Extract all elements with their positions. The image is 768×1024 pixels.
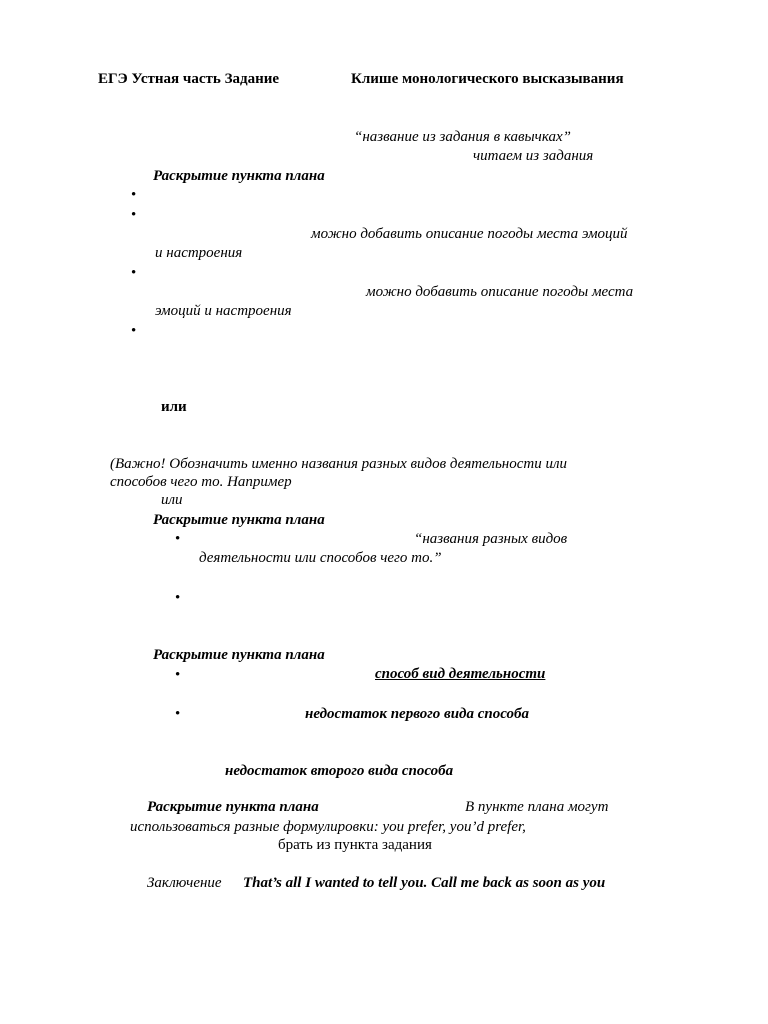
bullet-dot: •: [175, 531, 181, 547]
important-line-1: (Важно! Обозначить именно названия разных видов деятельности или: [110, 456, 567, 472]
activity-names-b: деятельности или способов чего то.”: [199, 550, 442, 566]
or-label-bold: или: [161, 399, 187, 415]
important-line-2: способов чего то. Например: [110, 474, 292, 490]
drawback-second: недостаток второго вида способа: [225, 763, 454, 779]
weather-note-a: можно добавить описание погоды места эмоций: [311, 226, 628, 242]
bullet-dot: •: [175, 706, 181, 722]
intro-read-note: читаем из задания: [473, 148, 594, 164]
conclusion-label: Заключение: [147, 875, 222, 891]
header-title-right: Клише монологического высказывания: [351, 71, 624, 87]
plan-note-c: брать из пункта задания: [278, 837, 432, 853]
or-label-italic: или: [161, 492, 183, 508]
plan-note-b: использоваться разные формулировки: you prefer, you’d prefer,: [130, 819, 526, 835]
drawback-first: недостаток первого вида способа: [305, 706, 529, 722]
bullet-dot: •: [131, 323, 137, 339]
bullet-dot: •: [175, 667, 181, 683]
header-title-left: ЕГЭ Устная часть Задание: [98, 71, 280, 87]
plan-heading-2: Раскрытие пункта плана: [153, 512, 325, 528]
intro-quote: “название из задания в кавычках”: [354, 129, 571, 145]
bullet-dot: •: [131, 207, 137, 223]
plan-note-a: В пункте плана могут: [465, 799, 609, 815]
plan-heading-1: Раскрытие пункта плана: [153, 168, 325, 184]
weather-note-a-cont: и настроения: [155, 245, 243, 261]
bullet-dot: •: [131, 265, 137, 281]
way-of-activity: способ вид деятельности: [375, 666, 546, 682]
bullet-dot: •: [131, 187, 137, 203]
bullet-dot: •: [175, 590, 181, 606]
plan-heading-4: Раскрытие пункта плана: [147, 799, 319, 815]
plan-heading-3: Раскрытие пункта плана: [153, 647, 325, 663]
activity-names-a: “названия разных видов: [414, 531, 568, 547]
weather-note-b: можно добавить описание погоды места: [366, 284, 634, 300]
conclusion-text: That’s all I wanted to tell you. Call me back as soon as you: [243, 875, 606, 891]
weather-note-b-cont: эмоций и настроения: [155, 303, 292, 319]
